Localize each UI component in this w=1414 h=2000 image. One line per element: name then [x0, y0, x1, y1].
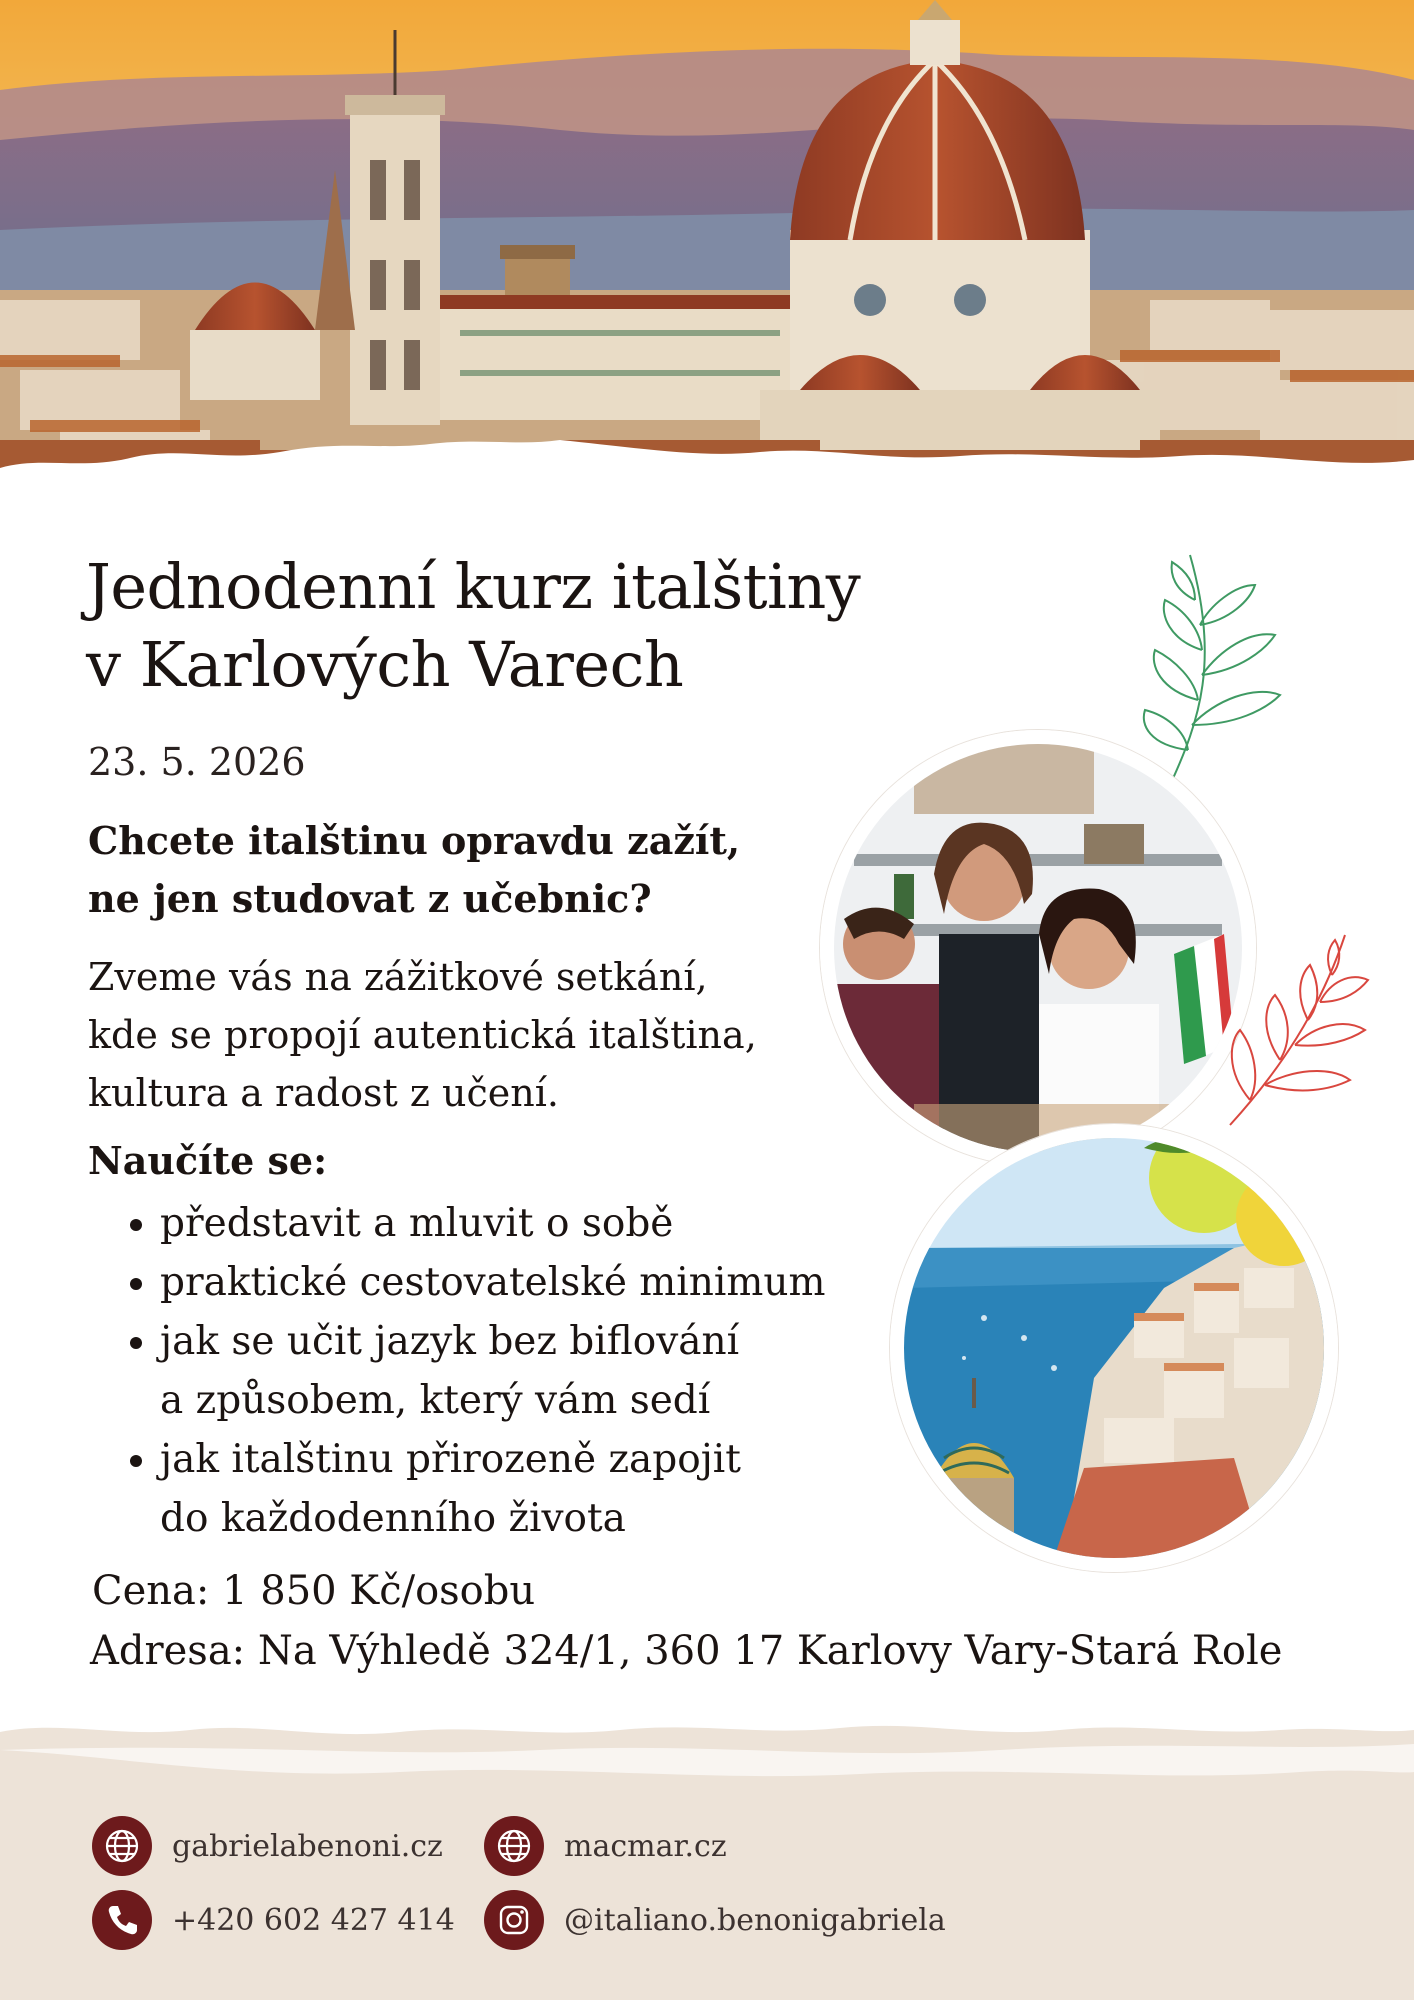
title-line-2: v Karlových Varech	[86, 628, 684, 701]
poster-title	[86, 548, 860, 704]
title-line-1: Jednodenní kurz italštiny	[86, 550, 861, 623]
phone-icon	[92, 1890, 152, 1950]
footer	[0, 1720, 1414, 2000]
red-leaf-icon	[1220, 930, 1370, 1130]
list-item-text-continued: do každodenního života	[160, 1496, 626, 1541]
contact-website-1[interactable]	[92, 1816, 443, 1876]
photo-students	[820, 730, 1256, 1166]
list-item	[160, 1194, 880, 1253]
globe-icon	[484, 1816, 544, 1876]
price: Cena: 1 850 Kč/osobu	[92, 1568, 536, 1614]
contact-instagram[interactable]	[484, 1890, 946, 1950]
list-item	[160, 1430, 880, 1548]
lead-question	[88, 812, 740, 928]
list-item	[160, 1312, 880, 1430]
list-item-text: představit a mluvit o sobě	[160, 1201, 674, 1246]
list-item	[160, 1253, 880, 1312]
intro-line-2: kde se propojí autentická italština,	[88, 1013, 757, 1057]
learn-list	[118, 1194, 880, 1548]
list-item-text: jak italštinu přirozeně zapojit	[160, 1437, 741, 1482]
course-date: 23. 5. 2026	[88, 740, 306, 784]
intro-line-3: kultura a radost z učení.	[88, 1071, 559, 1115]
intro-text	[88, 948, 757, 1122]
address: Adresa: Na Výhledě 324/1, 360 17 Karlovy Vary-Stará Role	[90, 1628, 1283, 1674]
phone-number[interactable]: +420 602 427 414	[172, 1902, 455, 1938]
instagram-handle[interactable]: @italiano.benonigabriela	[564, 1902, 946, 1938]
list-item-text-continued: a způsobem, který vám sedí	[160, 1378, 711, 1423]
green-leaf-icon	[1140, 550, 1290, 790]
learn-heading: Naučíte se:	[88, 1138, 328, 1183]
photo-coast	[890, 1124, 1338, 1572]
contact-website-2[interactable]	[484, 1816, 727, 1876]
question-line-1: Chcete italštinu opravdu zažít,	[88, 818, 741, 863]
website-2-link[interactable]: macmar.cz	[564, 1828, 727, 1864]
list-item-text: jak se učit jazyk bez biflování	[160, 1319, 740, 1364]
list-item-text: praktické cestovatelské minimum	[160, 1260, 826, 1305]
globe-icon	[92, 1816, 152, 1876]
instagram-icon	[484, 1890, 544, 1950]
contact-phone[interactable]	[92, 1890, 455, 1950]
website-1-link[interactable]: gabrielabenoni.cz	[172, 1828, 443, 1864]
intro-line-1: Zveme vás na zážitkové setkání,	[88, 955, 708, 999]
question-line-2: ne jen studovat z učebnic?	[88, 876, 652, 921]
